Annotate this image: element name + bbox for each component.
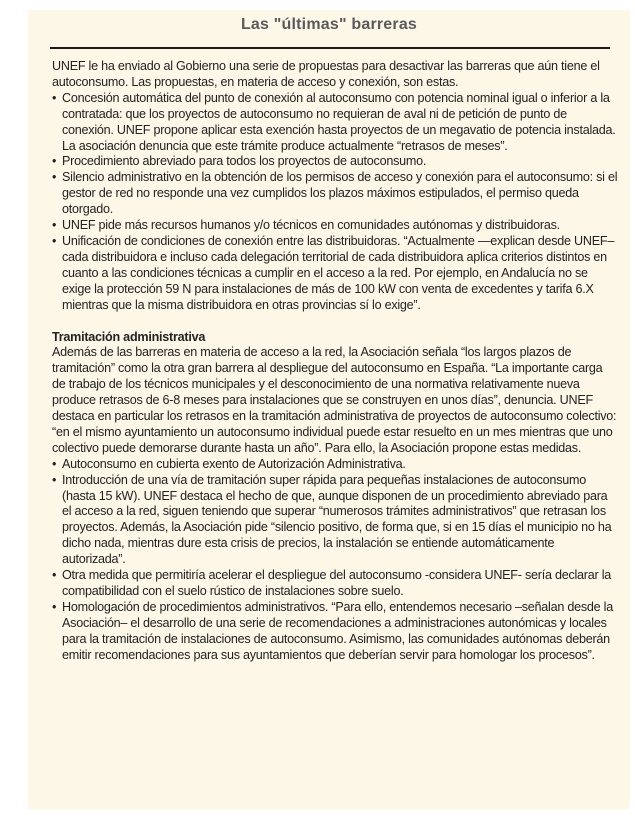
sidebar-box	[28, 10, 630, 809]
list-item: • Unificación de condiciones de conexión entre las distribuidoras. “Actualmente —explican desde UNEF– cada distribuidora e incluso cada delegación territorial de cada distribuidora aplica criterios distintos en cuanto a las condiciones técnicas a cumplir en el acceso a la red. Por ejemplo, en Andalucía no se exige la protección 59 N para instalaciones de más de 100 kW con venta de excedentes y tarifa 6.X mientras que la misma distribuidora en otras provincias sí lo exige”.	[52, 234, 618, 314]
list-item: • Autoconsumo en cubierta exento de Autorización Administrativa.	[52, 457, 618, 473]
box-content	[52, 59, 618, 664]
section-heading: Tramitación administrativa	[52, 329, 206, 344]
section-paragraph: Además de las barreras en materia de acceso a la red, la Asociación señala “los largos plazos de tramitación” como la otra gran barrera al despliegue del autoconsumo en España. “La importante carga de trabajo de los técnicos municipales y el desconocimiento de una normativa relativamente nueva produce retrasos de 6-8 meses para instalaciones que se construyen en unos días”, denuncia. UNEF destaca en particular los retrasos en la tramitación administrativa de proyectos de autoconsumo colectivo: “en el mismo ayuntamiento un autoconsumo individual puede estar resuelto en un mes mientras que uno colectivo puede demorarse durante hasta un año”. Para ello, la Asociación propone estas medidas.	[52, 345, 617, 455]
admin-proposals-list	[52, 457, 618, 664]
list-item: • Silencio administrativo en la obtención de los permisos de acceso y conexión para el autoconsumo: si el gestor de red no responde una vez cumplidos los plazos máximos estipulados, el permiso queda otorgado.	[52, 170, 618, 218]
list-item: • Procedimiento abreviado para todos los proyectos de autoconsumo.	[52, 154, 618, 170]
list-item: • Concesión automática del punto de conexión al autoconsumo con potencia nominal igual o inferior a la contratada: que los proyectos de autoconsumo no requieran de aval ni de petición de punto de conexión. UNEF propone aplicar esta exención hasta proyectos de un megavatio de potencia instalada. La asociación denuncia que este trámite produce actualmente “retrasos de meses”.	[52, 91, 618, 155]
intro-paragraph: UNEF le ha enviado al Gobierno una serie de propuestas para desactivar las barreras que aún tiene el autoconsumo. Las propuestas, en materia de acceso y conexión, son estas.	[52, 59, 600, 89]
box-title: Las "últimas" barreras	[240, 16, 418, 33]
list-item: • Homologación de procedimientos administrativos. “Para ello, entendemos necesario –señalan desde la Asociación– el desarrollo de una serie de recomendaciones a administraciones autonómicas y locales para la tramitación de instalaciones de autoconsumo. Asimismo, las comunidades autónomas deberán emitir recomendaciones para sus ayuntamientos que deberían servir para homologar los procesos”.	[52, 600, 618, 664]
list-item: • UNEF pide más recursos humanos y/o técnicos en comunidades autónomas y distribuidoras.	[52, 218, 618, 234]
access-proposals-list	[52, 91, 618, 314]
title-divider	[50, 47, 610, 49]
list-item: • Otra medida que permitiría acelerar el despliegue del autoconsumo -considera UNEF- sería declarar la compatibilidad con el suelo rústico de instalaciones sobre suelo.	[52, 568, 618, 600]
list-item: • Introducción de una vía de tramitación super rápida para pequeñas instalaciones de autoconsumo (hasta 15 kW). UNEF destaca el hecho de que, aunque disponen de un procedimiento abreviado para el acceso a la red, siguen teniendo que superar “numerosos trámites administrativos” que retrasan los proyectos. Además, la Asociación pide “silencio positivo, de forma que, si en 15 días el municipio no ha dicho nada, mientras dure esta crisis de precios, la instalación se entiende automáticamente autorizada”.	[52, 473, 618, 568]
